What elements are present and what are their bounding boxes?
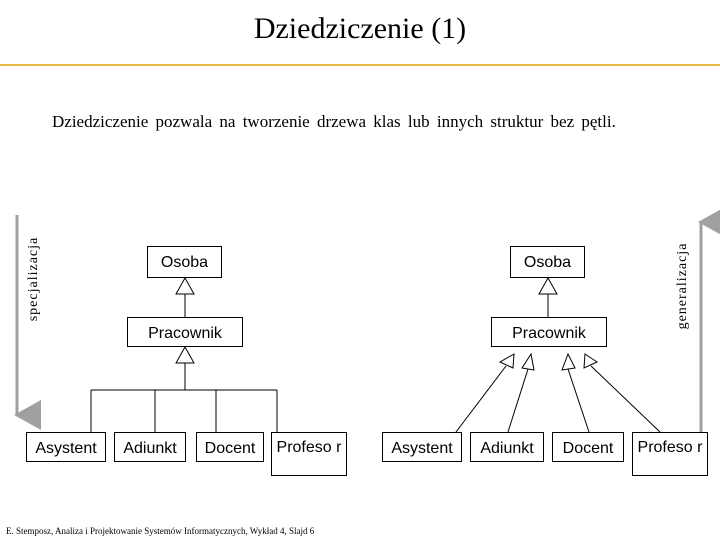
right-osoba-box: Osoba bbox=[510, 246, 585, 278]
right-leaf-box: Docent bbox=[552, 432, 624, 462]
intro-text: Dziedziczenie pozwala na tworzenie drzewa klas lub innych struktur bez pętli. bbox=[52, 112, 616, 131]
left-leaf-box: Asystent bbox=[26, 432, 106, 462]
right-pracownik-box: Pracownik bbox=[491, 317, 607, 347]
left-leaf-box: Profeso r bbox=[271, 432, 347, 476]
right-leaf-link bbox=[591, 366, 660, 432]
footer-citation: E. Stemposz, Analiza i Projektowanie Systemów Informatycznych, Wykład 4, Slajd 6 bbox=[6, 526, 315, 536]
left-leaf-box: Adiunkt bbox=[114, 432, 186, 462]
right-leaf-box: Profeso r bbox=[632, 432, 708, 476]
slide-title: Dziedziczenie (1) bbox=[253, 12, 467, 45]
right-leaf-arrowhead bbox=[562, 354, 575, 370]
right-root-triangle bbox=[539, 278, 557, 294]
specialization-label: specjalizacja bbox=[26, 236, 41, 322]
right-leaf-box: Adiunkt bbox=[470, 432, 544, 462]
right-leaf-box: Asystent bbox=[382, 432, 462, 462]
left-root-triangle bbox=[176, 278, 194, 294]
left-osoba-box: Osoba bbox=[147, 246, 222, 278]
right-leaf-arrowhead bbox=[500, 354, 514, 368]
right-leaf-link bbox=[456, 366, 506, 432]
left-mid-triangle bbox=[176, 347, 194, 363]
right-leaf-link bbox=[508, 369, 528, 432]
right-leaf-link bbox=[568, 369, 589, 432]
generalization-label: generalizacja bbox=[675, 242, 690, 330]
right-leaf-arrowhead bbox=[522, 354, 534, 370]
left-leaf-box: Docent bbox=[196, 432, 264, 462]
left-pracownik-box: Pracownik bbox=[127, 317, 243, 347]
right-leaf-arrowhead bbox=[584, 354, 597, 368]
